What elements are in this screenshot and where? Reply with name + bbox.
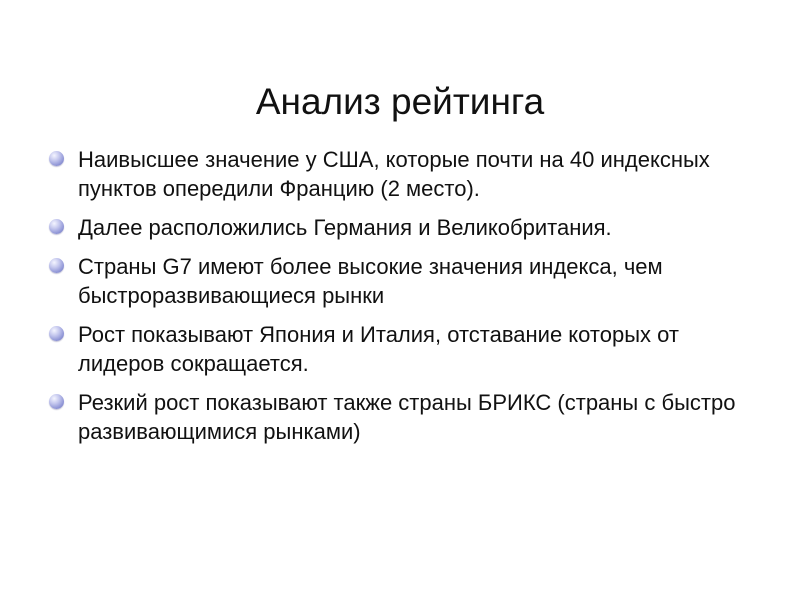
list-item <box>48 320 768 378</box>
bullet-text: Наивысшее значение у США, которые почти на 40 индексных пунктов опередили Францию (2 место). <box>78 147 710 201</box>
slide-title: Анализ рейтинга <box>255 80 545 122</box>
bullet-icon <box>49 219 64 234</box>
bullet-icon <box>49 258 64 273</box>
bullet-icon <box>49 394 64 409</box>
bullet-text: Резкий рост показывают также страны БРИКС (страны с быстро развивающимися рынками) <box>78 390 736 444</box>
list-item <box>48 213 768 242</box>
bullet-text: Рост показывают Япония и Италия, отставание которых от лидеров сокращается. <box>78 322 679 376</box>
list-item <box>48 388 768 446</box>
bullet-list <box>48 145 768 456</box>
bullet-text: Страны G7 имеют более высокие значения индекса, чем быстроразвивающиеся рынки <box>78 254 663 308</box>
bullet-icon <box>49 151 64 166</box>
list-item <box>48 145 768 203</box>
bullet-text: Далее расположились Германия и Великобритания. <box>78 215 612 240</box>
bullet-icon <box>49 326 64 341</box>
list-item <box>48 252 768 310</box>
